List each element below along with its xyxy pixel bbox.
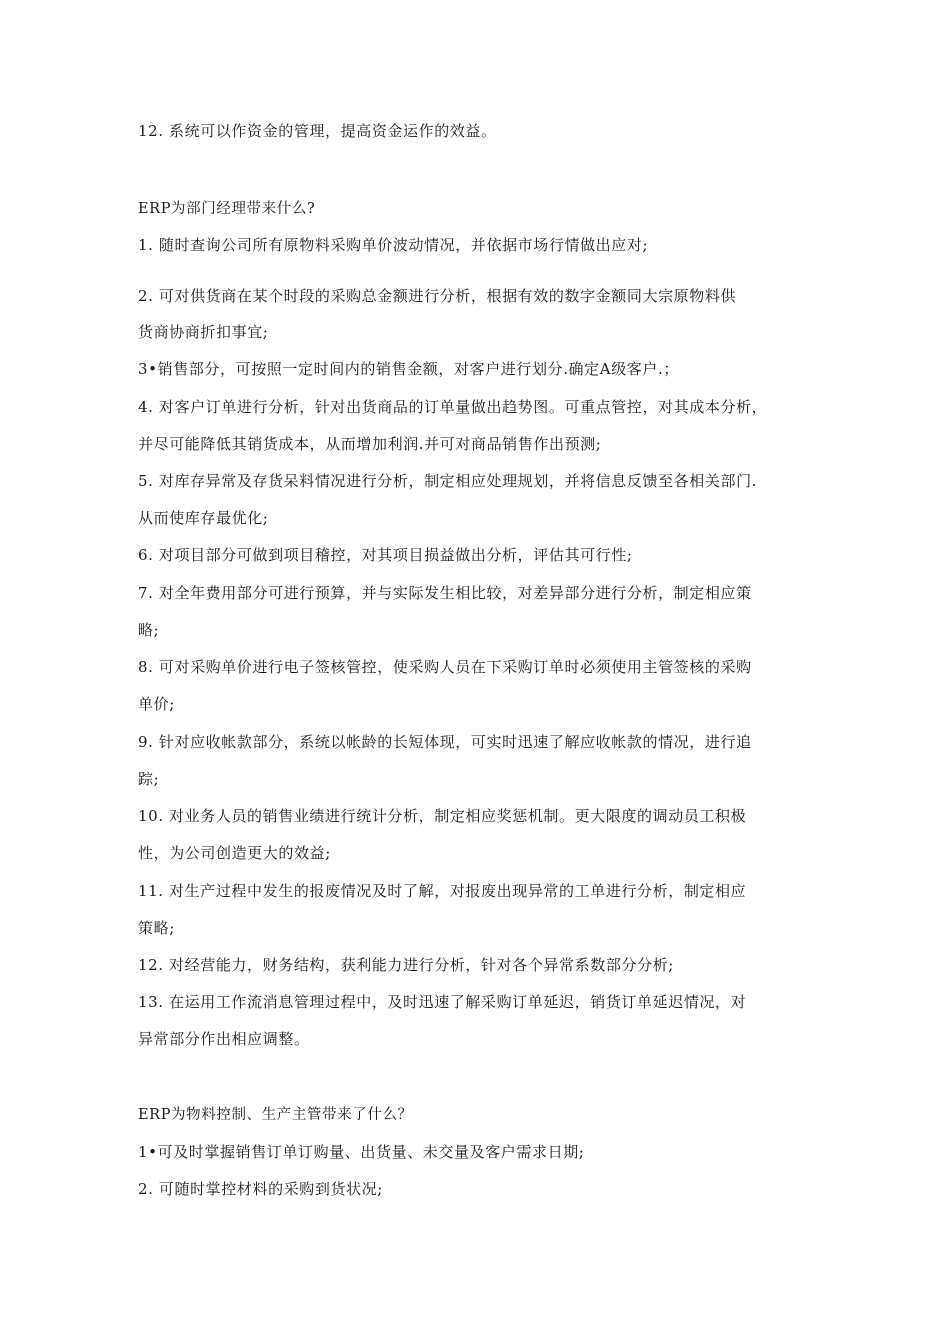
section2-heading: ERP为物料控制、生产主管带来了什么？ <box>138 1107 413 1123</box>
section1-line: 2. 可对供货商在某个时段的采购总金额进行分析，根据有效的数字金额同大宗原物料供 <box>138 287 737 305</box>
section1-line: 11. 对生产过程中发生的报废情况及时了解，对报废出现异常的工单进行分析，制定相应 <box>138 882 747 900</box>
section2-line: 2. 可随时掌控材料的采购到货状况; <box>138 1180 383 1198</box>
section1-line: 13. 在运用工作流消息管理过程中，及时迅速了解采购订单延迟，销货订单延迟情况，对 <box>138 993 747 1011</box>
section1-line: 性，为公司创造更大的效益; <box>138 844 331 862</box>
section1-line: 7. 对全年费用部分可进行预算，并与实际发生相比较，对差异部分进行分析，制定相应策 <box>138 584 752 602</box>
section1-line: 单价; <box>138 695 175 713</box>
section1-line: 踪; <box>138 770 160 788</box>
section1-line: 异常部分作出相应调整。 <box>138 1030 310 1048</box>
section1-line: 1. 随时查询公司所有原物料采购单价波动情况，并依据市场行情做出应对; <box>138 236 649 254</box>
section1-line: 3•销售部分，可按照一定时间内的销售金额，对客户进行划分.确定A级客户.； <box>138 360 679 378</box>
section1-line: 6. 对项目部分可做到项目稽控，对其项目损益做出分析，评估其可行性; <box>138 546 633 564</box>
section1-heading: ERP为部门经理带来什么? <box>138 201 316 217</box>
section1-line: 5. 对库存异常及存货呆料情况进行分析，制定相应处理规划，并将信息反馈至各相关部门. <box>138 472 758 490</box>
top-item-12: 12. 系统可以作资金的管理，提高资金运作的效益。 <box>138 122 497 140</box>
section2-line: 1•可及时掌握销售订单订购量、出货量、未交量及客户需求日期; <box>138 1143 585 1161</box>
section1-line: 12. 对经营能力，财务结构，获利能力进行分析，针对各个异常系数部分分析; <box>138 956 674 974</box>
section1-line: 10. 对业务人员的销售业绩进行统计分析，制定相应奖惩机制。更大限度的调动员工积极 <box>138 807 747 825</box>
section1-line: 4. 对客户订单进行分析，针对出货商品的订单量做出趋势图。可重点管控，对其成本分析， <box>138 398 768 416</box>
section1-line: 8. 可对采购单价进行电子签核管控，使采购人员在下采购订单时必须使用主管签核的采购 <box>138 658 752 676</box>
section1-line: 货商协商折扣事宜; <box>138 323 269 341</box>
section1-line: 略; <box>138 621 160 639</box>
section1-line: 并尽可能降低其销货成本，从而增加利润.并可对商品销售作出预测; <box>138 435 602 453</box>
section1-line: 从而使库存最优化; <box>138 509 269 527</box>
section1-line: 9. 针对应收帐款部分，系统以帐龄的长短体现，可实时迅速了解应收帐款的情况，进行追 <box>138 733 752 751</box>
section1-line: 策略; <box>138 919 175 937</box>
